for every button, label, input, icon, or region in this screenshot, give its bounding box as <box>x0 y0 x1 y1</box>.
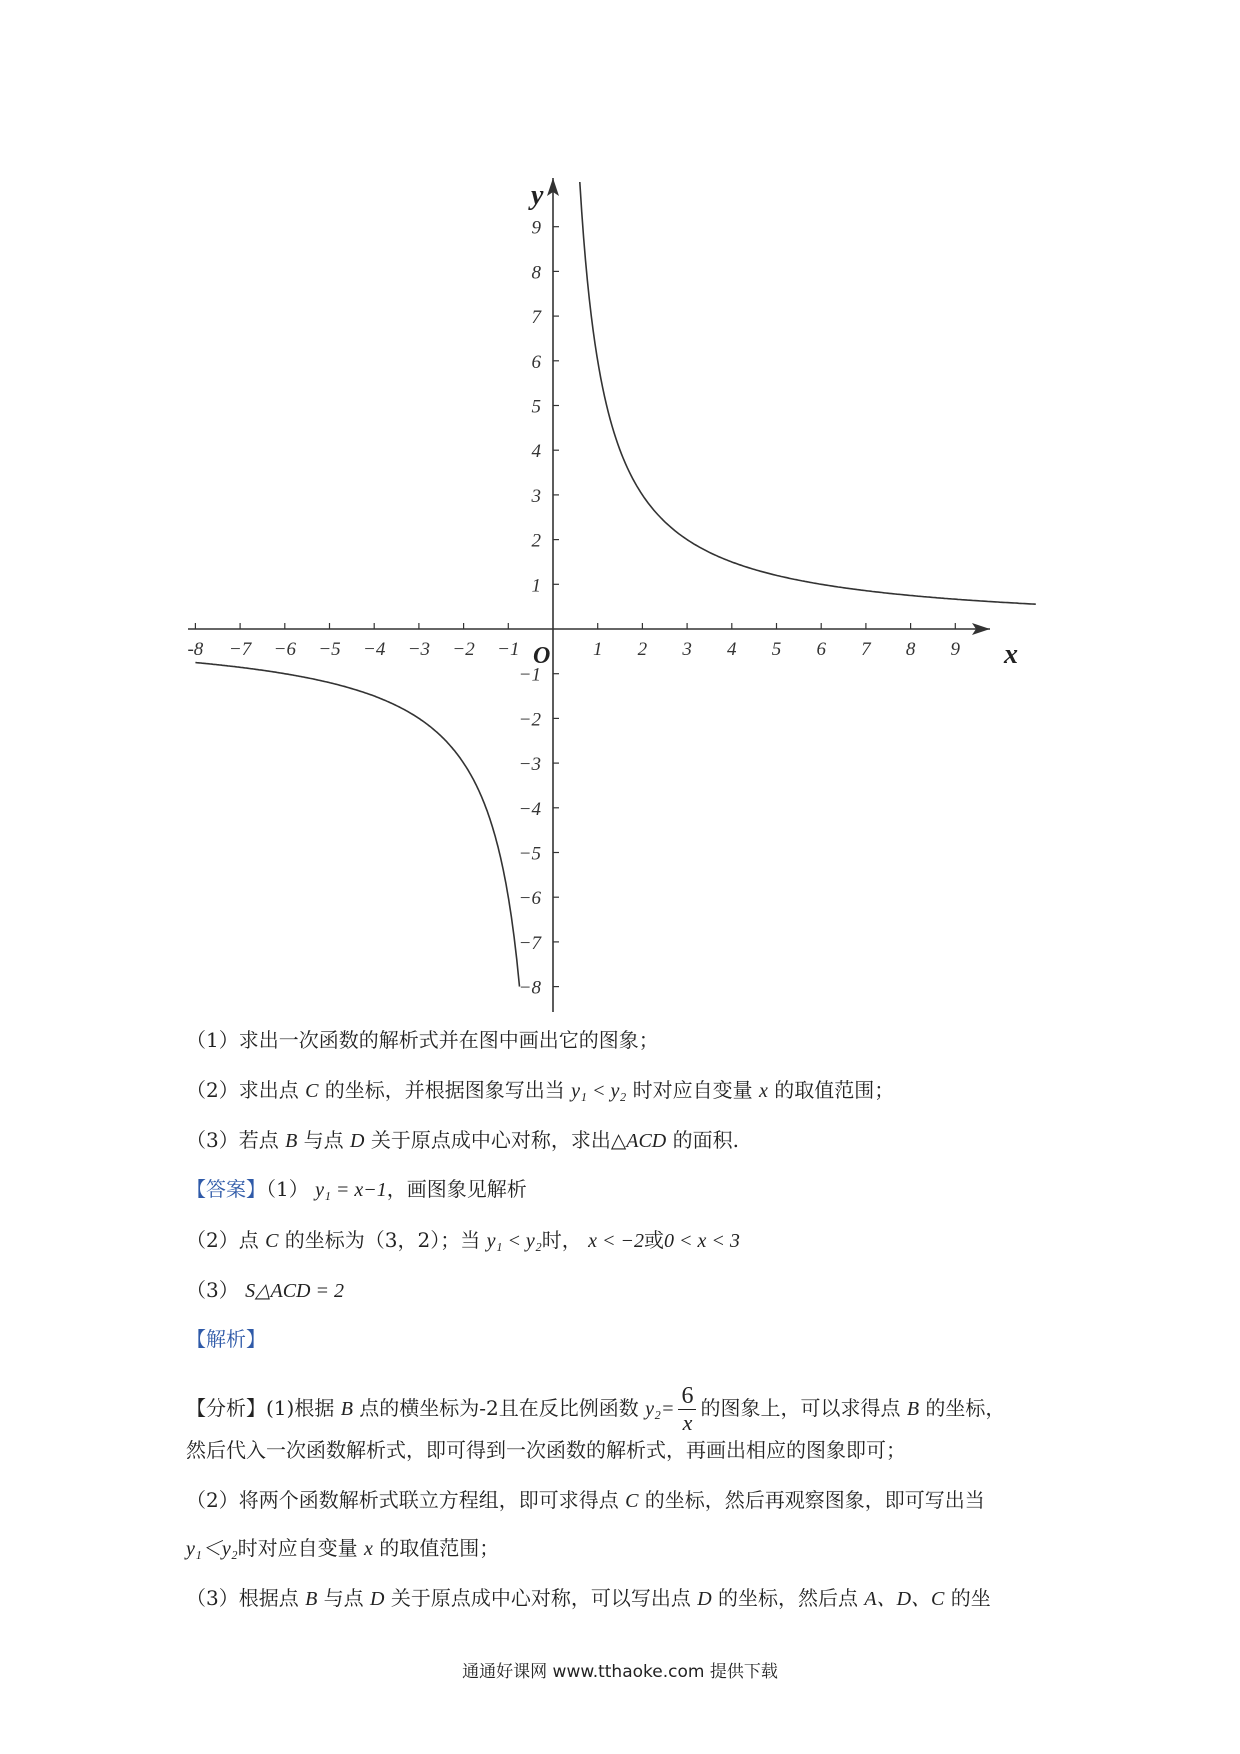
answer-2-when: 时， <box>541 1228 582 1252</box>
y-tick-label: −2 <box>518 709 541 731</box>
y-tick-label: −5 <box>518 843 541 865</box>
q2-text-d: 的取值范围； <box>774 1078 895 1102</box>
q3-text-d: 的面积. <box>672 1128 739 1152</box>
x-tick-label: 9 <box>950 639 961 660</box>
p2-inequality: y₁＜y₂ <box>186 1538 238 1560</box>
p3-text-b: 与点 <box>323 1586 364 1610</box>
origin-label: O <box>533 643 551 669</box>
p1-text-b: 点的横坐标为-2且在反比例函数 <box>359 1396 639 1420</box>
answer-3-prefix: （3） <box>186 1278 239 1302</box>
fenxi-tag: 【分析】 <box>186 1396 266 1420</box>
answer-1-formula: y₁ = x−1 <box>315 1179 387 1201</box>
y-tick-label: 1 <box>531 575 541 597</box>
y-tick-label: −3 <box>518 754 541 776</box>
y-tick-label: −4 <box>518 798 541 820</box>
footer: 通通好课网 www.tthaoke.com 提供下载 <box>462 1662 778 1682</box>
p3-text-c: 关于原点成中心对称，可以写出点 <box>390 1586 691 1610</box>
y-tick-label: 2 <box>531 530 541 552</box>
q2-inequality: y₁ < y₂ <box>571 1080 627 1102</box>
question-2-prefix: （2） <box>186 1078 239 1102</box>
p1-point-b: B <box>340 1398 353 1420</box>
y-tick-label: 9 <box>531 217 541 239</box>
q2-text-c: 时对应自变量 <box>632 1078 753 1102</box>
axis-ticks <box>187 218 960 999</box>
q3-text-b: 与点 <box>303 1128 344 1152</box>
y-tick-label: −6 <box>518 888 541 910</box>
fraction-denominator: x <box>682 1410 693 1435</box>
p3-text-e: 的坐 <box>950 1586 991 1610</box>
y-axis-label: y <box>531 180 544 211</box>
q2-variable-x: x <box>759 1080 768 1102</box>
q3-text-a: 若点 <box>238 1128 279 1152</box>
x-tick-label: 6 <box>816 639 826 660</box>
q3-triangle-acd: ACD <box>626 1130 667 1152</box>
p3-text-d: 的坐标，然后点 <box>718 1586 859 1610</box>
answer-2-range-2: 0 < x < 3 <box>664 1230 740 1252</box>
answer-2-range-1: x < −2 <box>588 1230 644 1252</box>
x-tick-label: −7 <box>228 639 252 660</box>
x-tick-label: −1 <box>497 639 520 660</box>
x-tick-label: 3 <box>682 639 692 660</box>
y-tick-label: −1 <box>518 664 541 686</box>
p2-point-c: C <box>625 1490 639 1512</box>
answer-1-prefix: （1） <box>266 1177 309 1201</box>
x-axis-label: x <box>1004 639 1018 670</box>
answer-2-point-c: C <box>265 1230 279 1252</box>
p1-text-c: 的图象上，可以求得点 <box>700 1396 901 1420</box>
question-1 <box>186 1025 659 1055</box>
p1-text-d: 的坐标， <box>925 1396 1006 1420</box>
p2-variable-x: x <box>364 1538 373 1560</box>
q3-point-d: D <box>350 1130 365 1152</box>
p2-text-b: 的坐标，然后再观察图象，即可写出当 <box>644 1488 985 1512</box>
answer-2-or: 或 <box>644 1228 664 1252</box>
x-tick-label: -8 <box>187 639 204 660</box>
p3-point-d-2: D <box>697 1588 712 1610</box>
x-tick-label: 4 <box>727 639 737 660</box>
x-tick-label: −6 <box>273 639 296 660</box>
y-tick-label: 8 <box>531 262 541 284</box>
y-tick-label: 3 <box>531 485 541 507</box>
q2-text-b: 的坐标，并根据图象写出当 <box>324 1078 565 1102</box>
answer-2-text: 的坐标为（3，2）；当 <box>284 1228 481 1252</box>
curves <box>195 182 1035 987</box>
x-tick-label: −2 <box>452 639 475 660</box>
answer-3-formula: S△ACD = 2 <box>245 1280 344 1302</box>
p1-text-a: (1)根据 <box>266 1396 335 1420</box>
y-tick-label: 7 <box>531 307 541 329</box>
y-tick-label: −8 <box>518 977 541 999</box>
analysis-tag: 【解析】 <box>186 1327 266 1351</box>
p2-line-2-a: 时对应自变量 <box>237 1536 358 1560</box>
analysis-part-2-line-2 <box>186 1533 499 1564</box>
p2-text-a: （2）将两个函数解析式联立方程组，即可求得点 <box>186 1488 619 1512</box>
x-tick-label: 2 <box>637 639 648 660</box>
y-tick-label: −7 <box>518 932 541 954</box>
question-1-text: 求出一次函数的解析式并在图中画出它的图象； <box>238 1028 659 1052</box>
answer-2-prefix: （2）点 <box>186 1228 259 1252</box>
answer-1 <box>186 1174 527 1205</box>
axes <box>188 178 1018 1012</box>
analysis-heading <box>186 1324 266 1354</box>
p3-point-d: D <box>370 1588 385 1610</box>
analysis-part-3 <box>186 1583 991 1614</box>
q3-point-b: B <box>285 1130 298 1152</box>
analysis-part-1-line-2 <box>186 1435 906 1465</box>
answer-3 <box>186 1275 344 1306</box>
question-1-prefix: （1） <box>186 1028 239 1052</box>
p1-y2: y₂= <box>645 1398 675 1420</box>
x-tick-label: 8 <box>905 639 916 660</box>
y-tick-label: 6 <box>531 351 541 373</box>
hyperbola-branch-negative <box>195 663 519 987</box>
analysis-part-2 <box>186 1485 985 1516</box>
x-tick-label: 1 <box>592 639 603 660</box>
fraction-6-over-x <box>678 1383 696 1436</box>
x-tick-label: 5 <box>771 639 782 660</box>
q2-point-c: C <box>305 1080 319 1102</box>
question-3 <box>186 1125 739 1156</box>
analysis-part-1 <box>186 1383 1005 1436</box>
fraction-numerator: 6 <box>678 1383 696 1410</box>
p2-line-2-b: 的取值范围； <box>379 1536 500 1560</box>
q2-text-a: 求出点 <box>238 1078 299 1102</box>
p3-point-b: B <box>305 1588 318 1610</box>
answer-1-text: ，画图象见解析 <box>386 1177 527 1201</box>
question-2 <box>186 1075 894 1106</box>
y-tick-label: 4 <box>531 441 541 463</box>
p1-point-b-2: B <box>906 1398 920 1420</box>
p3-points-adc: A、D、C <box>864 1588 945 1610</box>
answer-2 <box>186 1225 740 1256</box>
p1-line-2: 然后代入一次函数解析式，即可得到一次函数的解析式，再画出相应的图象即可； <box>186 1438 906 1462</box>
x-tick-label: −4 <box>363 639 386 660</box>
hyperbola-branch-positive <box>580 182 1036 604</box>
y-tick-label: 5 <box>531 396 541 418</box>
p3-text-a: （3）根据点 <box>186 1586 299 1610</box>
answer-2-inequality: y₁ < y₂ <box>486 1230 542 1252</box>
x-tick-label: −5 <box>318 639 341 660</box>
answer-tag: 【答案】 <box>186 1177 266 1201</box>
q3-text-c: 关于原点成中心对称，求出△ <box>370 1128 627 1152</box>
x-tick-label: −3 <box>407 639 431 660</box>
question-3-prefix: （3） <box>186 1128 239 1152</box>
x-tick-label: 7 <box>861 639 871 660</box>
